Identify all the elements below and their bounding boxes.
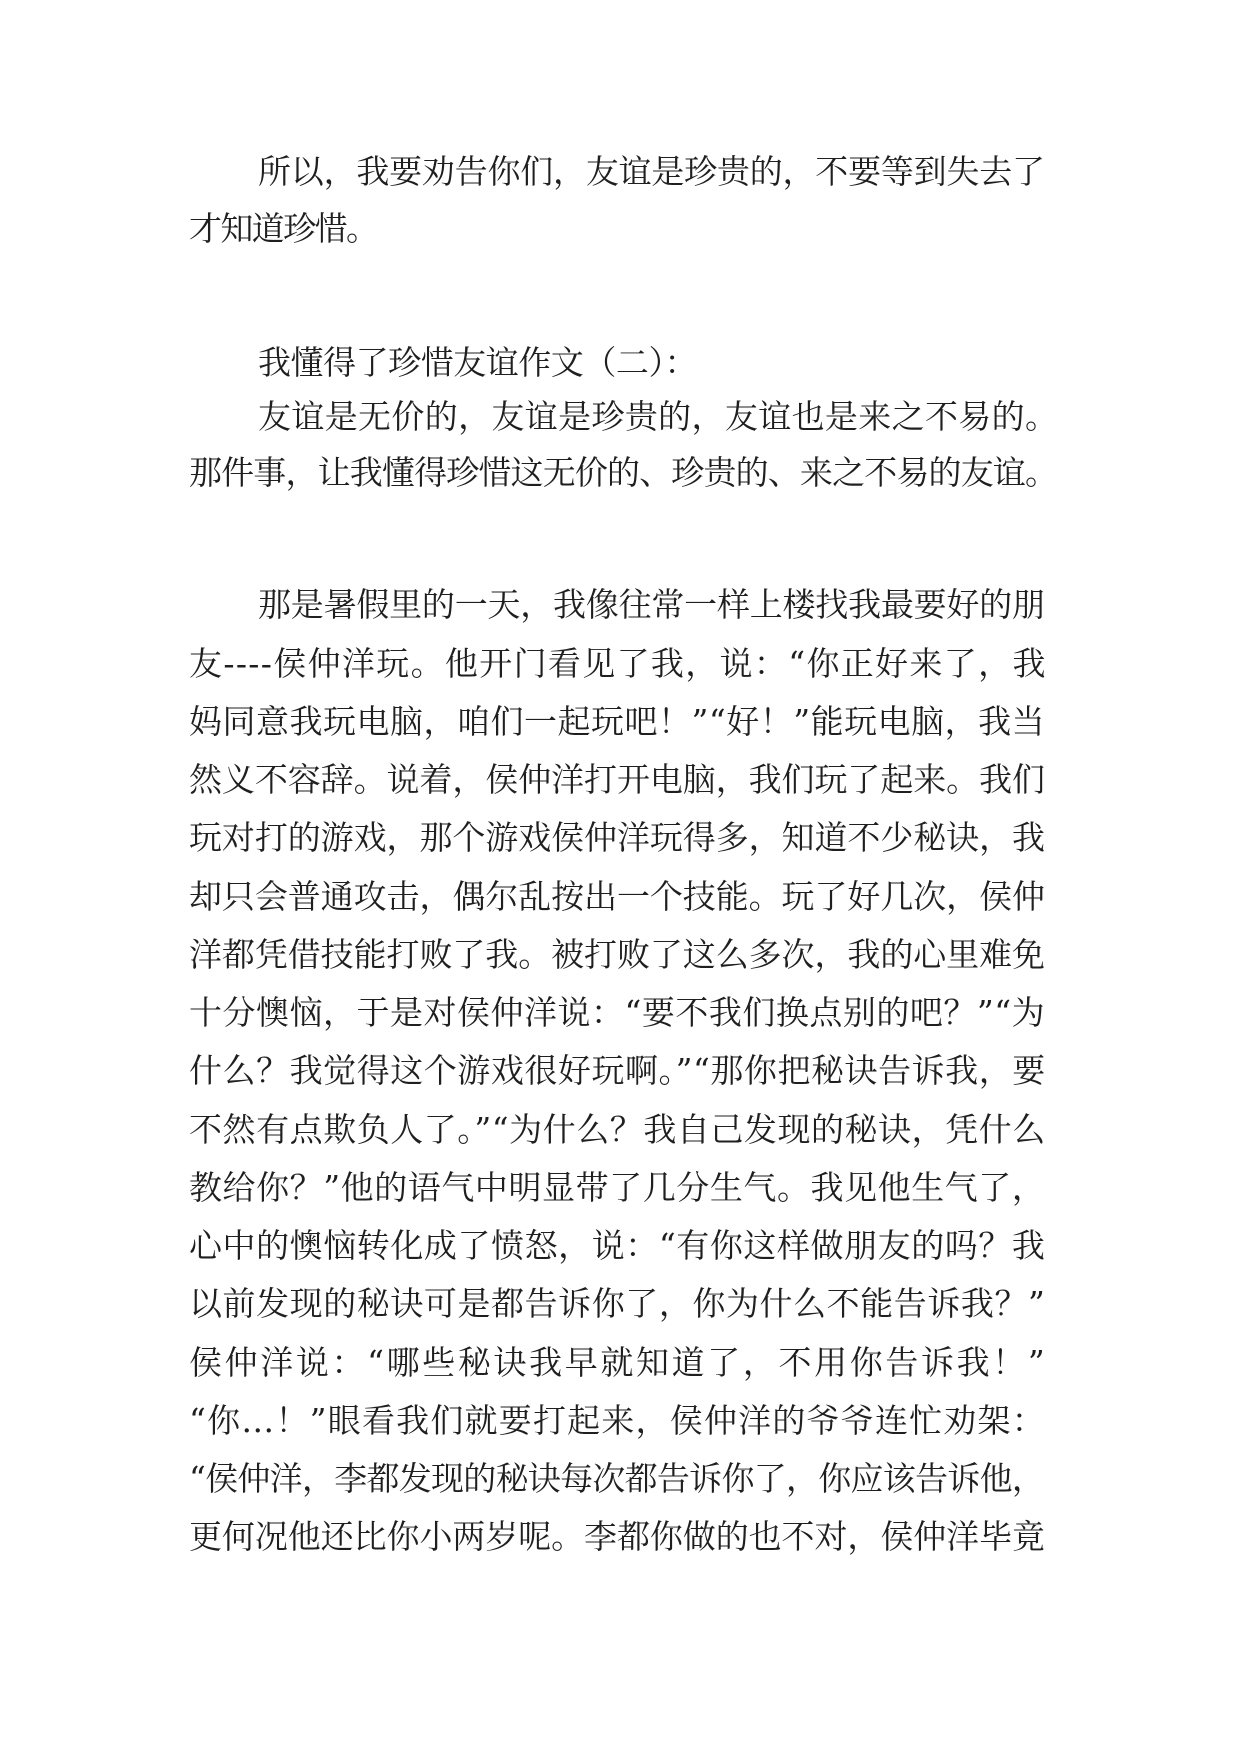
text-line: 侯仲洋说：“哪些秘诀我早就知道了，不用你告诉我！” [189, 1343, 1048, 1382]
text-line: 却只会普通攻击，偶尔乱按出一个技能。玩了好几次，侯仲 [189, 877, 1045, 916]
text-line: 友----侯仲洋玩。他开门看见了我，说：“你正好来了，我 [189, 644, 1047, 683]
text-line: 洋都凭借技能打败了我。被打败了这么多次，我的心里难免 [189, 935, 1045, 974]
text-line: 心中的懊恼转化成了愤怒，说：“有你这样做朋友的吗？我 [189, 1226, 1046, 1265]
text-line: 那是暑假里的一天，我像往常一样上楼找我最要好的朋 [258, 585, 1045, 624]
text-line: 妈同意我玩电脑，咱们一起玩吧！”“好！”能玩电脑，我当 [189, 702, 1046, 741]
text-line: 所以，我要劝告你们，友谊是珍贵的，不要等到失去了 [258, 152, 1045, 191]
text-line: 什么？我觉得这个游戏很好玩啊。”“那你把秘诀告诉我，要 [189, 1051, 1046, 1090]
text-line: “你…！”眼看我们就要打起来，侯仲洋的爷爷连忙劝架： [189, 1401, 1046, 1440]
text-line: 不然有点欺负人了。”“为什么？我自己发现的秘诀，凭什么 [189, 1110, 1046, 1149]
section-heading: 我懂得了珍惜友谊作文（二）： [258, 343, 698, 382]
text-line: 更何况他还比你小两岁呢。李都你做的也不对，侯仲洋毕竟 [189, 1517, 1045, 1556]
text-line: 然义不容辞。说着，侯仲洋打开电脑，我们玩了起来。我们 [189, 760, 1045, 799]
text-line: 才知道珍惜。 [189, 209, 378, 248]
text-line: 教给你？”他的语气中明显带了几分生气。我见他生气了， [189, 1168, 1046, 1207]
text-line: 那件事，让我懂得珍惜这无价的、珍贵的、来之不易的友谊。 [189, 453, 1058, 492]
text-line: 玩对打的游戏，那个游戏侯仲洋玩得多，知道不少秘诀，我 [189, 818, 1045, 857]
text-line: 友谊是无价的，友谊是珍贵的，友谊也是来之不易的。 [258, 397, 1059, 436]
text-line: 以前发现的秘诀可是都告诉你了，你为什么不能告诉我？” [189, 1284, 1046, 1323]
text-line: “侯仲洋，李都发现的秘诀每次都告诉你了，你应该告诉他， [189, 1459, 1045, 1498]
text-line: 十分懊恼，于是对侯仲洋说：“要不我们换点别的吧？”“为 [189, 993, 1046, 1032]
